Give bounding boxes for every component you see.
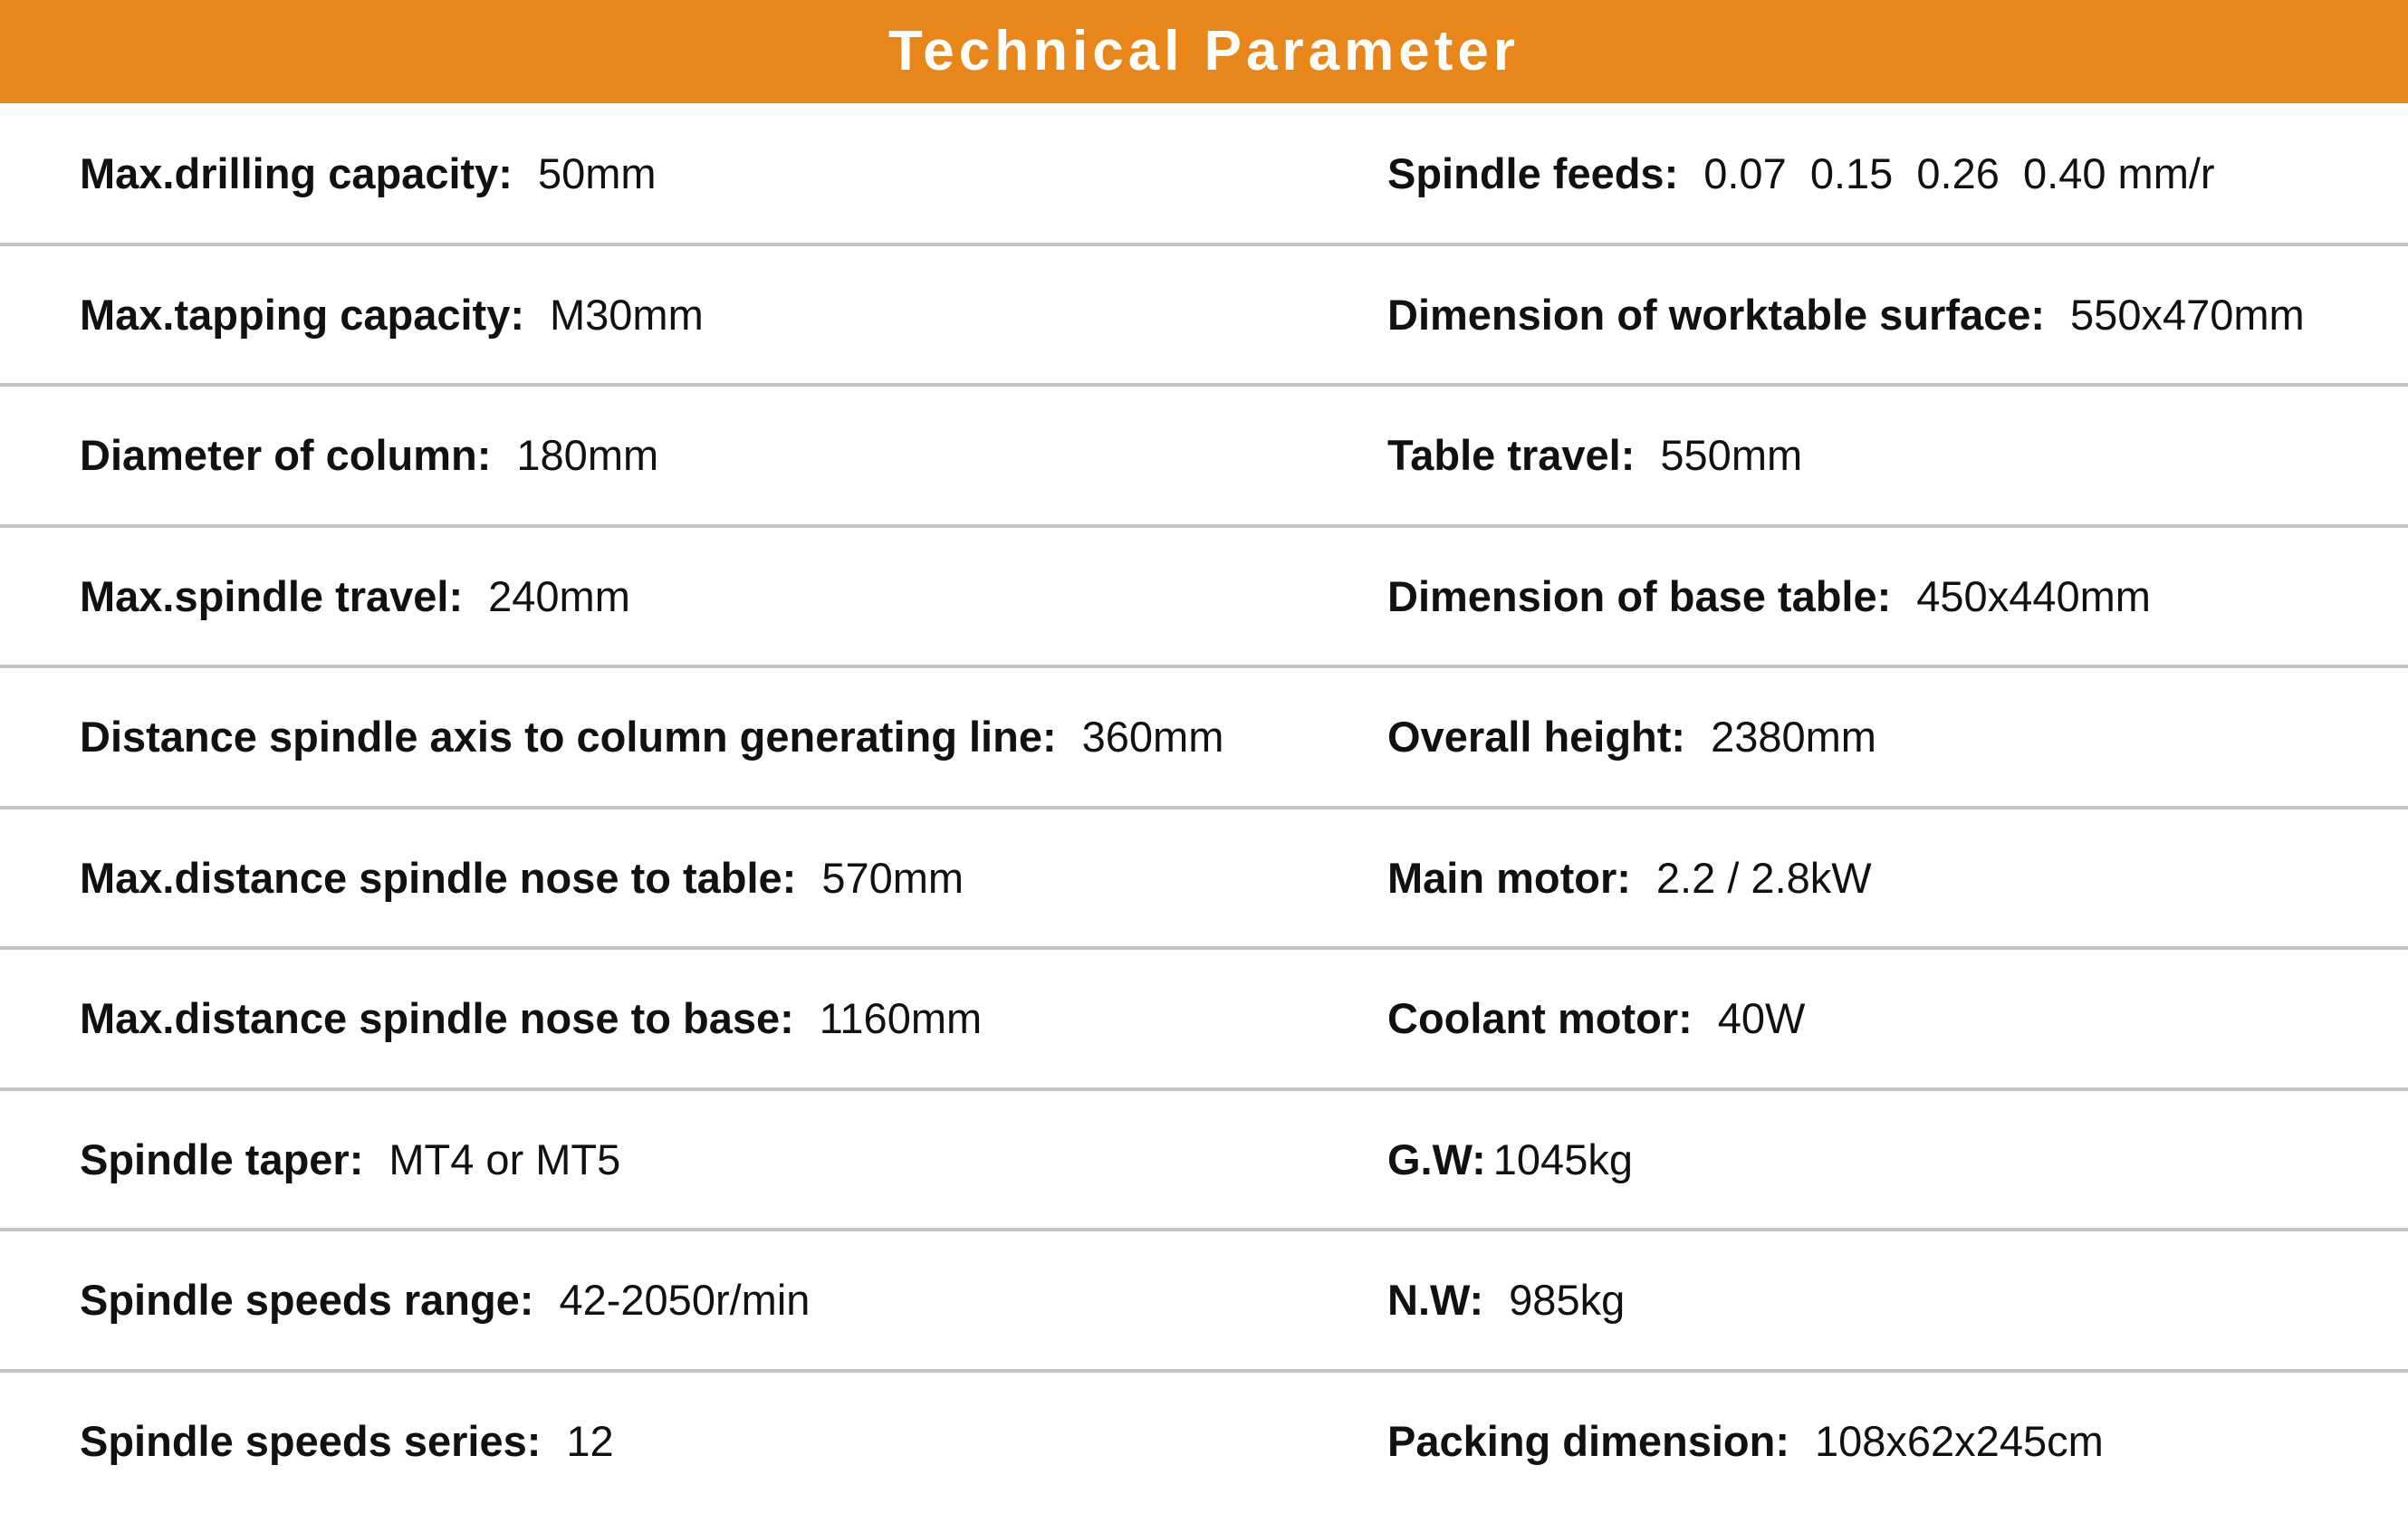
parameter-cell-left [80,385,658,526]
parameter-cell-right [1387,1371,2104,1512]
parameter-cell-left [80,948,982,1089]
table-row [0,1230,2408,1371]
table-row [0,1089,2408,1231]
table-row [0,526,2408,667]
parameter-cell-right [1387,666,1876,808]
parameter-label: Coolant motor: [1387,994,1693,1043]
parameter-value: 550x470mm [2070,290,2305,339]
parameter-cell-right [1387,385,1802,526]
table-row [0,244,2408,386]
parameter-label: Spindle speeds series: [80,1416,542,1465]
parameter-cell-left [80,526,630,667]
parameter-cell-left [80,1089,620,1231]
parameter-label: Packing dimension: [1387,1416,1789,1465]
table-row [0,808,2408,949]
parameter-value: 180mm [516,431,659,480]
parameter-value: 50mm [537,149,657,198]
parameter-value: 450x440mm [1916,571,2151,620]
table-row [0,948,2408,1089]
parameter-label: Overall height: [1387,713,1686,761]
parameter-value: 42-2050r/min [559,1276,811,1325]
header-bar [0,0,2408,103]
parameter-table [0,103,2408,1511]
parameter-label: Max.tapping capacity: [80,290,524,339]
parameter-value: 2380mm [1711,713,1876,761]
parameter-label: Table travel: [1387,431,1636,480]
parameter-label: Spindle feeds: [1387,149,1679,198]
parameter-label: Dimension of worktable surface: [1387,290,2046,339]
parameter-cell-left [80,1230,810,1371]
parameter-value: 360mm [1081,713,1224,761]
parameter-label: Main motor: [1387,853,1631,902]
table-row [0,103,2408,244]
parameter-label: N.W: [1387,1276,1484,1325]
parameter-label: Max.distance spindle nose to table: [80,853,797,902]
parameter-value: M30mm [550,290,704,339]
parameter-value: 0.07 0.15 0.26 0.40 mm/r [1703,149,2215,198]
parameter-label: Max.drilling capacity: [80,149,513,198]
parameter-value: 12 [566,1416,614,1465]
parameter-cell-left [80,808,964,949]
parameter-label: Dimension of base table: [1387,571,1892,620]
parameter-value: 1045kg [1492,1135,1633,1183]
parameter-cell-left [80,244,704,386]
parameter-label: G.W: [1387,1135,1486,1183]
parameter-value: 40W [1717,994,1806,1043]
parameter-value: 570mm [821,853,964,902]
parameter-cell-left [80,103,657,244]
table-row [0,385,2408,526]
parameter-cell-right [1387,1230,1625,1371]
parameter-label: Distance spindle axis to column generating line: [80,713,1057,761]
parameter-cell-right [1387,103,2215,244]
parameter-label: Diameter of column: [80,431,492,480]
parameter-value: MT4 or MT5 [389,1135,621,1183]
parameter-value: 240mm [488,571,630,620]
table-row [0,666,2408,808]
parameter-label: Spindle speeds range: [80,1276,534,1325]
parameter-label: Max.distance spindle nose to base: [80,994,794,1043]
parameter-cell-right [1387,948,1805,1089]
table-row [0,1371,2408,1512]
parameter-label: Max.spindle travel: [80,571,464,620]
parameter-value: 1160mm [819,994,983,1043]
parameter-cell-right [1387,526,2151,667]
parameter-cell-left [80,666,1223,808]
parameter-cell-right [1387,244,2305,386]
parameter-value: 2.2 / 2.8kW [1655,853,1872,902]
parameter-cell-right [1387,1089,1633,1231]
parameter-cell-left [80,1371,614,1512]
parameter-label: Spindle taper: [80,1135,364,1183]
parameter-value: 985kg [1509,1276,1626,1325]
parameter-value: 550mm [1660,431,1803,480]
page-title: Technical Parameter [888,20,1520,82]
parameter-cell-right [1387,808,1872,949]
parameter-value: 108x62x245cm [1814,1416,2104,1465]
